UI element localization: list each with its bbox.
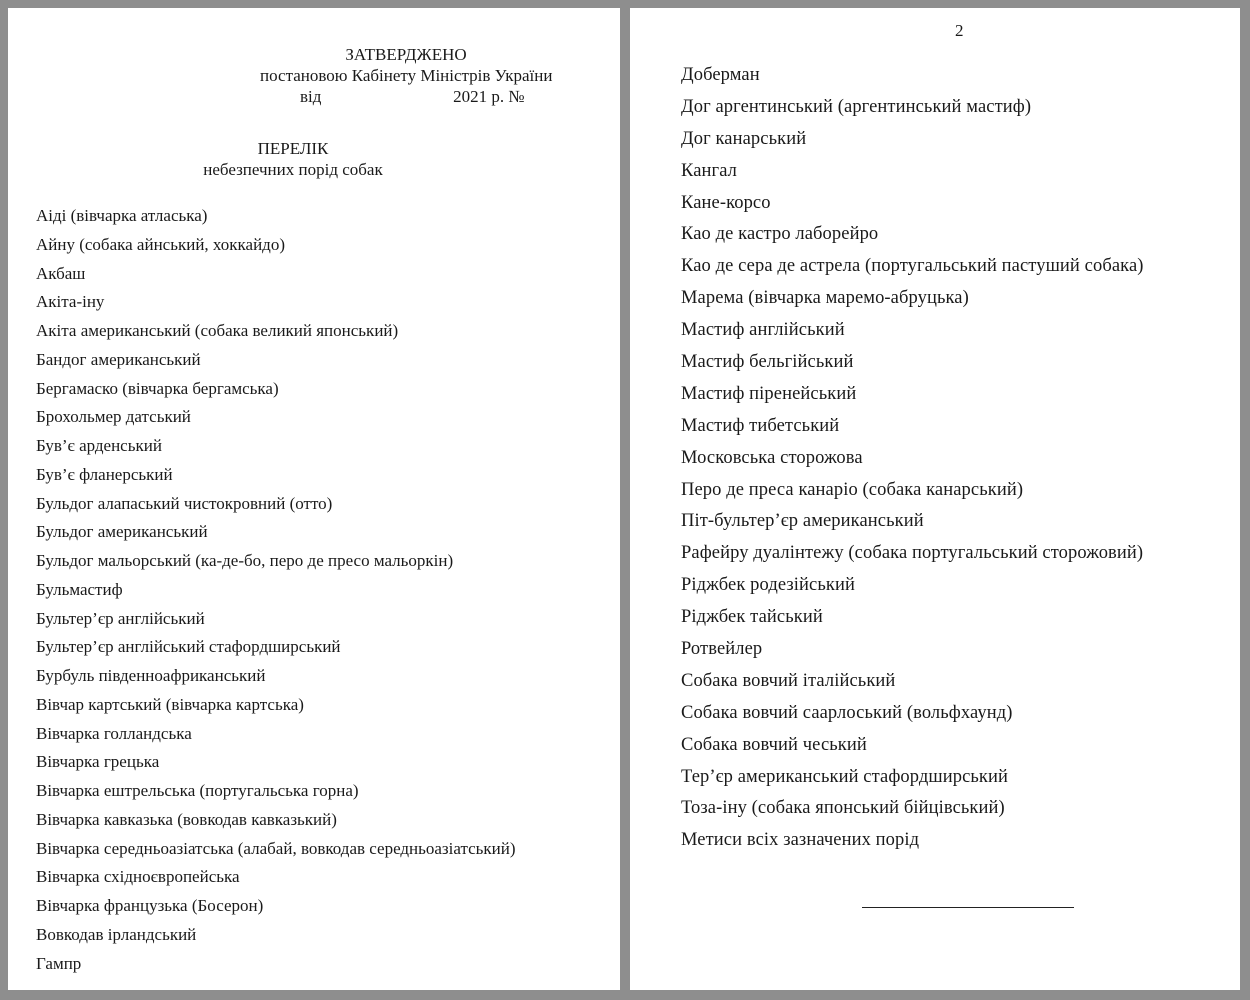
list-item: Акіта-іну: [36, 292, 105, 312]
list-item: Бергамаско (вівчарка бергамська): [36, 378, 279, 398]
list-item: Вівчарка середньоазіатська (алабай, вовкодав середньоазіатський): [36, 838, 516, 858]
list-item: Вівчарка голландська: [36, 723, 192, 743]
list-item: Вівчарка ештрельська (португальська горна): [36, 781, 359, 800]
list-item: Дог аргентинський (аргентинський мастиф): [681, 96, 1032, 117]
list-item: Гампр: [36, 953, 82, 973]
list-item: Тер’єр американський стафордширський: [681, 766, 1009, 787]
list-item: Вовкодав ірландський: [36, 924, 197, 944]
list-item: Бульдог американський: [36, 522, 208, 542]
document-page-2: [630, 8, 1240, 990]
list-subheading: небезпечних порід собак: [203, 160, 383, 179]
list-item: Айну (собака айнський, хоккайдо): [36, 234, 285, 254]
list-item: Тоза-іну (собака японський бійцівський): [681, 798, 1005, 819]
list-item: Као де кастро лаборейро: [681, 224, 879, 245]
list-item: Мастиф піренейський: [681, 383, 857, 404]
list-item: Мастиф бельгійський: [681, 352, 854, 373]
breed-list-page-1: [36, 202, 516, 978]
list-item: Був’є фланерський: [36, 464, 173, 484]
end-divider-line: [862, 907, 1074, 908]
list-item: Акіта американський (собака великий японський): [36, 321, 399, 340]
list-item: Брохольмер датський: [36, 407, 191, 427]
list-item: Дог канарський: [681, 128, 807, 149]
list-item: Бандог американський: [36, 349, 201, 369]
list-item: Бурбуль південноафриканський: [36, 666, 266, 685]
list-item: Као де сера де астрела (португальський пастуший собака): [681, 256, 1144, 277]
list-item: Кане-корсо: [681, 192, 771, 213]
list-item: Кангал: [681, 160, 738, 181]
list-item: Московська сторожова: [681, 447, 863, 468]
document-page-1: [8, 8, 620, 990]
list-item: Бульдог мальорський (ка-де-бо, перо де пресо мальоркін): [36, 551, 454, 570]
list-item: Вівчарка французька (Босерон): [36, 896, 264, 915]
list-item: Собака вовчий італійський: [681, 670, 896, 691]
list-item: Ріджбек родезійський: [681, 575, 855, 596]
page-number: 2: [955, 21, 964, 40]
list-item: Вівчарка кавказька (вовкодав кавказький): [36, 809, 337, 829]
list-item: Вівчарка східноєвропейська: [36, 867, 240, 887]
list-item: Бульдог алапаський чистокровний (отто): [36, 493, 333, 513]
list-heading: ПЕРЕЛІК: [257, 139, 329, 158]
approval-block: [260, 44, 600, 107]
list-item: Вівчарка грецька: [36, 752, 160, 772]
list-item: Собака вовчий чеський: [681, 734, 867, 755]
list-item: Ротвейлер: [681, 639, 763, 660]
list-item: Вівчар картський (вівчарка картська): [36, 694, 304, 714]
list-item: Акбаш: [36, 263, 86, 283]
list-item: Метиси всіх зазначених порід: [681, 830, 920, 851]
list-title: [168, 138, 418, 180]
list-item: Перо де преса канаріо (собака канарський): [681, 479, 1024, 500]
list-item: Собака вовчий саарлоський (вольфхаунд): [681, 702, 1013, 723]
list-item: Рафейру дуалінтежу (собака португальський сторожовий): [681, 543, 1144, 564]
list-item: Бульмастиф: [36, 579, 123, 599]
list-item: Марема (вівчарка маремо-абруцька): [681, 288, 969, 309]
breed-list-page-2: [681, 60, 1144, 857]
list-item: Піт-бультер’єр американський: [681, 511, 924, 532]
approval-title: ЗАТВЕРДЖЕНО: [345, 45, 467, 64]
list-item: Аіді (вівчарка атласька): [36, 206, 208, 225]
list-item: Мастиф англійський: [681, 320, 845, 341]
list-item: Бультер’єр англійський стафордширський: [36, 637, 341, 657]
list-item: Ріджбек тайський: [681, 607, 823, 628]
list-item: Доберман: [681, 65, 760, 85]
list-item: Мастиф тибетський: [681, 415, 840, 436]
list-item: Був’є арденський: [36, 436, 162, 455]
approval-date: від 2021 р. №: [300, 87, 525, 106]
approval-line: постановою Кабінету Міністрів України: [260, 66, 553, 85]
list-item: Бультер’єр англійський: [36, 608, 205, 628]
